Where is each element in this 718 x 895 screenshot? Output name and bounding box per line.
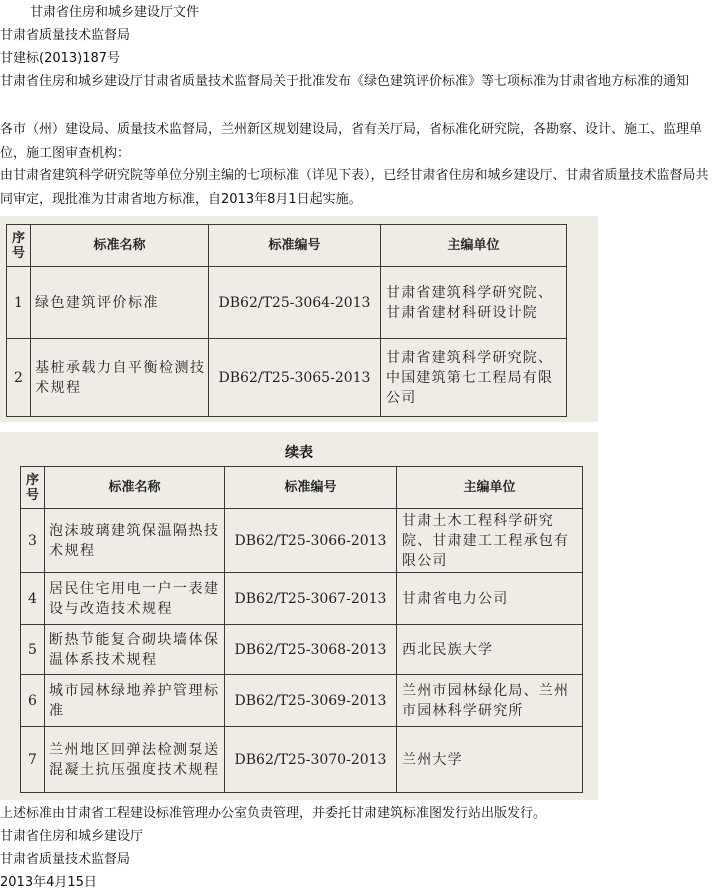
chief-editor-unit: 甘肃土木工程科学研究院、甘肃建工工程承包有限公司 — [397, 509, 583, 573]
issuing-org-1: 甘肃省住房和城乡建设厅 — [0, 829, 144, 844]
standard-code: DB62/T25-3068-2013 — [225, 625, 397, 675]
table-header-row — [7, 225, 567, 267]
standards-table-part2 — [20, 466, 583, 793]
scan-table-part1 — [0, 216, 598, 422]
row-number: 3 — [21, 509, 45, 573]
standard-name: 兰州地区回弹法检测泵送混凝土抗压强度技术规程 — [45, 727, 225, 793]
col-header-code: 标准编号 — [225, 467, 397, 509]
table-row — [21, 727, 583, 793]
continued-label: 续表 — [285, 445, 313, 461]
chief-editor-unit: 兰州大学 — [397, 727, 583, 793]
col-header-code: 标准编号 — [209, 225, 381, 267]
col-header-unit: 主编单位 — [381, 225, 567, 267]
standard-code: DB62/T25-3066-2013 — [225, 509, 397, 573]
standard-code: DB62/T25-3067-2013 — [225, 573, 397, 625]
chief-editor-unit: 甘肃省建筑科学研究院、甘肃省建材科研设计院 — [381, 267, 567, 339]
standard-name: 城市园林绿地养护管理标准 — [45, 675, 225, 727]
chief-editor-unit: 甘肃省建筑科学研究院、中国建筑第七工程局有限公司 — [381, 339, 567, 417]
col-header-no: 序号 — [21, 467, 45, 509]
col-header-name: 标准名称 — [31, 225, 209, 267]
row-number: 2 — [7, 339, 31, 417]
table-header-row — [21, 467, 583, 509]
row-number: 4 — [21, 573, 45, 625]
management-note: 上述标准由甘肃省工程建设标准管理办公室负责管理，并委托甘肃建筑标准图发行站出版发行。 — [0, 806, 547, 821]
issuing-org-2: 甘肃省质量技术监督局 — [0, 852, 131, 867]
notice-title: 甘肃省住房和城乡建设厅甘肃省质量技术监督局关于批准发布《绿色建筑评价标准》等七项标准为甘肃省地方标准的通知 — [0, 74, 690, 89]
standard-name: 绿色建筑评价标准 — [31, 267, 209, 339]
chief-editor-unit: 甘肃省电力公司 — [397, 573, 583, 625]
recipients: 各市（州）建设局、质量技术监督局，兰州新区规划建设局，省有关厅局，省标准化研究院，各勘察、设计、施工、监理单位，施工图审查机构： — [0, 122, 703, 161]
issue-date: 2013年4月15日 — [0, 875, 97, 890]
standard-code: DB62/T25-3069-2013 — [225, 675, 397, 727]
table-row — [7, 267, 567, 339]
table-row — [21, 509, 583, 573]
chief-editor-unit: 西北民族大学 — [397, 625, 583, 675]
row-number: 1 — [7, 267, 31, 339]
doc-number: 甘建标(2013)187号 — [0, 51, 121, 66]
standard-name: 泡沫玻璃建筑保温隔热技术规程 — [45, 509, 225, 573]
col-header-name: 标准名称 — [45, 467, 225, 509]
col-header-unit: 主编单位 — [397, 467, 583, 509]
scan-table-part2 — [0, 432, 598, 800]
standards-table-part1 — [6, 224, 567, 417]
row-number: 6 — [21, 675, 45, 727]
standard-name: 基桩承载力自平衡检测技术规程 — [31, 339, 209, 417]
standard-name: 居民住宅用电一户一表建设与改造技术规程 — [45, 573, 225, 625]
row-number: 5 — [21, 625, 45, 675]
table-row — [21, 573, 583, 625]
doc-source: 甘肃省住房和城乡建设厅文件 — [30, 5, 200, 20]
row-number: 7 — [21, 727, 45, 793]
standard-code: DB62/T25-3064-2013 — [209, 267, 381, 339]
standard-code: DB62/T25-3065-2013 — [209, 339, 381, 417]
table-row — [21, 625, 583, 675]
table-row — [7, 339, 567, 417]
table-row — [21, 675, 583, 727]
standard-code: DB62/T25-3070-2013 — [225, 727, 397, 793]
col-header-no: 序号 — [7, 225, 31, 267]
standard-name: 断热节能复合砌块墙体保温体系技术规程 — [45, 625, 225, 675]
chief-editor-unit: 兰州市园林绿化局、兰州市园林科学研究所 — [397, 675, 583, 727]
notice-body: 由甘肃省建筑科学研究院等单位分别主编的七项标准（详见下表），已经甘肃省住房和城乡建设厅、甘肃省质量技术监督局共同审定，现批准为甘肃省地方标准，自2013年8月1日起实施。 — [0, 168, 709, 207]
bureau-name: 甘肃省质量技术监督局 — [0, 28, 131, 43]
